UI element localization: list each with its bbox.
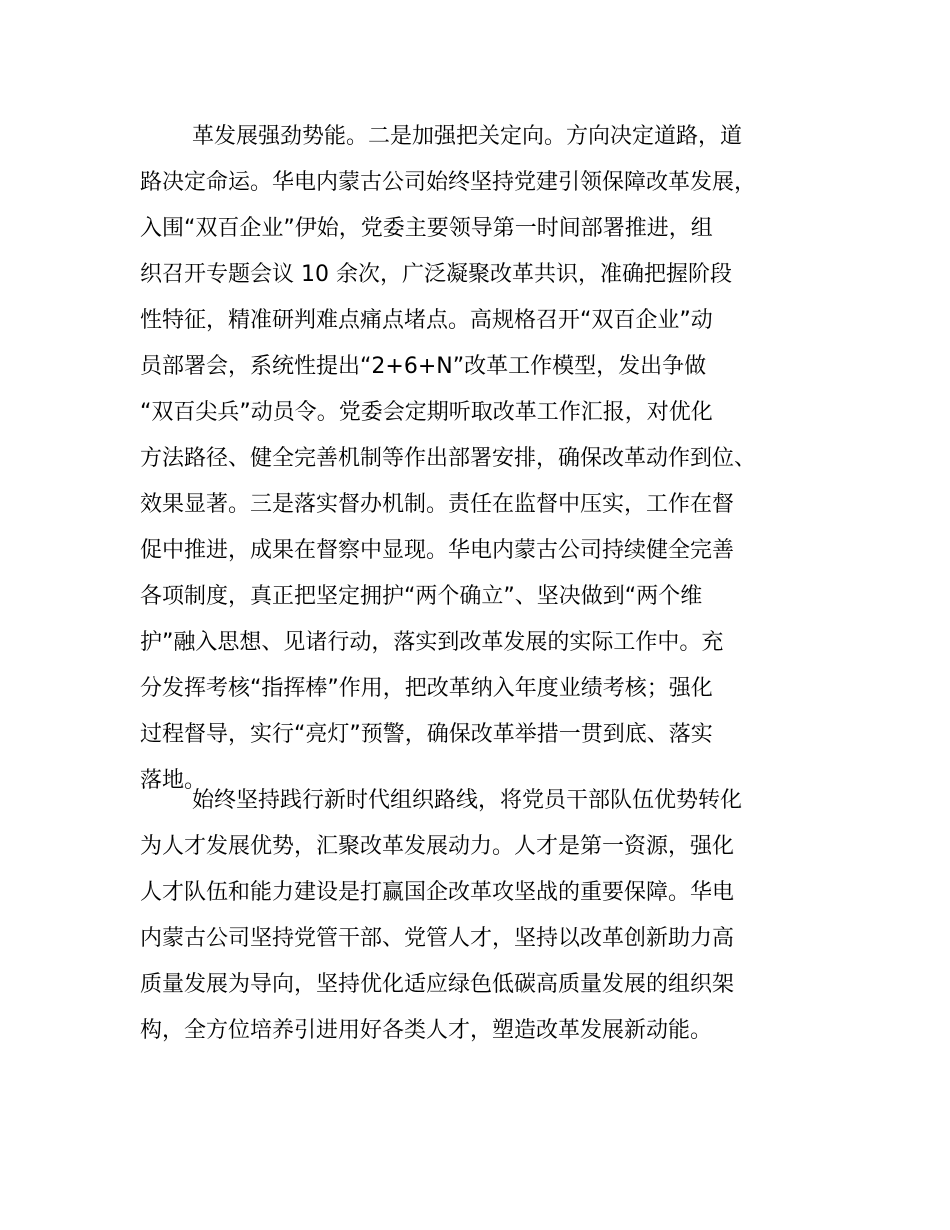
paragraph-line: 人才队伍和能力建设是打赢国企改革攻坚战的重要保障。华电	[140, 880, 735, 905]
paragraph-line: 构，全方位培养引进用好各类人才，塑造改革发展新动能。	[140, 1018, 713, 1043]
paragraph-line: 分发挥考核“指挥棒”作用，把改革纳入年度业绩考核；强化	[140, 676, 713, 701]
paragraph-line: 为人才发展优势，汇聚改革发展动力。人才是第一资源，强化	[140, 834, 735, 859]
paragraph-line: 革发展强劲势能。二是加强把关定向。方向决定道路，道	[192, 124, 743, 149]
paragraph-line: 性特征，精准研判难点痛点堵点。高规格召开“双百企业”动	[140, 308, 713, 333]
paragraph-line: 过程督导，实行“亮灯”预警，确保改革举措一贯到底、落实	[140, 722, 713, 747]
paragraph-line: 员部署会，系统性提出“2+6+N”改革工作模型，发出争做	[140, 354, 707, 379]
paragraph-line: 路决定命运。华电内蒙古公司始终坚持党建引领保障改革发展，	[140, 170, 757, 195]
paragraph-line: 质量发展为导向，坚持优化适应绿色低碳高质量发展的组织架	[140, 972, 735, 997]
paragraph-2	[140, 778, 840, 1054]
paragraph-line: 织召开专题会议 10 余次，广泛凝聚改革共识，准确把握阶段	[140, 262, 732, 287]
paragraph-line: 护”融入思想、见诸行动，落实到改革发展的实际工作中。充	[140, 630, 724, 655]
paragraph-line: 方法路径、健全完善机制等作出部署安排，确保改革动作到位、	[140, 446, 757, 471]
paragraph-line: 入围“双百企业”伊始，党委主要领导第一时间部署推进，组	[140, 216, 713, 241]
paragraph-line: 各项制度，真正把坚定拥护“两个确立”、坚决做到“两个维	[140, 584, 703, 609]
paragraph-line: 效果显著。三是落实督办机制。责任在监督中压实，工作在督	[140, 492, 735, 517]
paragraph-1	[140, 114, 840, 804]
paragraph-line: 始终坚持践行新时代组织路线，将党员干部队伍优势转化	[192, 788, 743, 813]
paragraph-line: 促中推进，成果在督察中显现。华电内蒙古公司持续健全完善	[140, 538, 735, 563]
paragraph-line: 落地。	[140, 768, 207, 793]
paragraph-line: “双百尖兵”动员令。党委会定期听取改革工作汇报，对优化	[140, 400, 713, 425]
paragraph-line: 内蒙古公司坚持党管干部、党管人才，坚持以改革创新助力高	[140, 926, 735, 951]
